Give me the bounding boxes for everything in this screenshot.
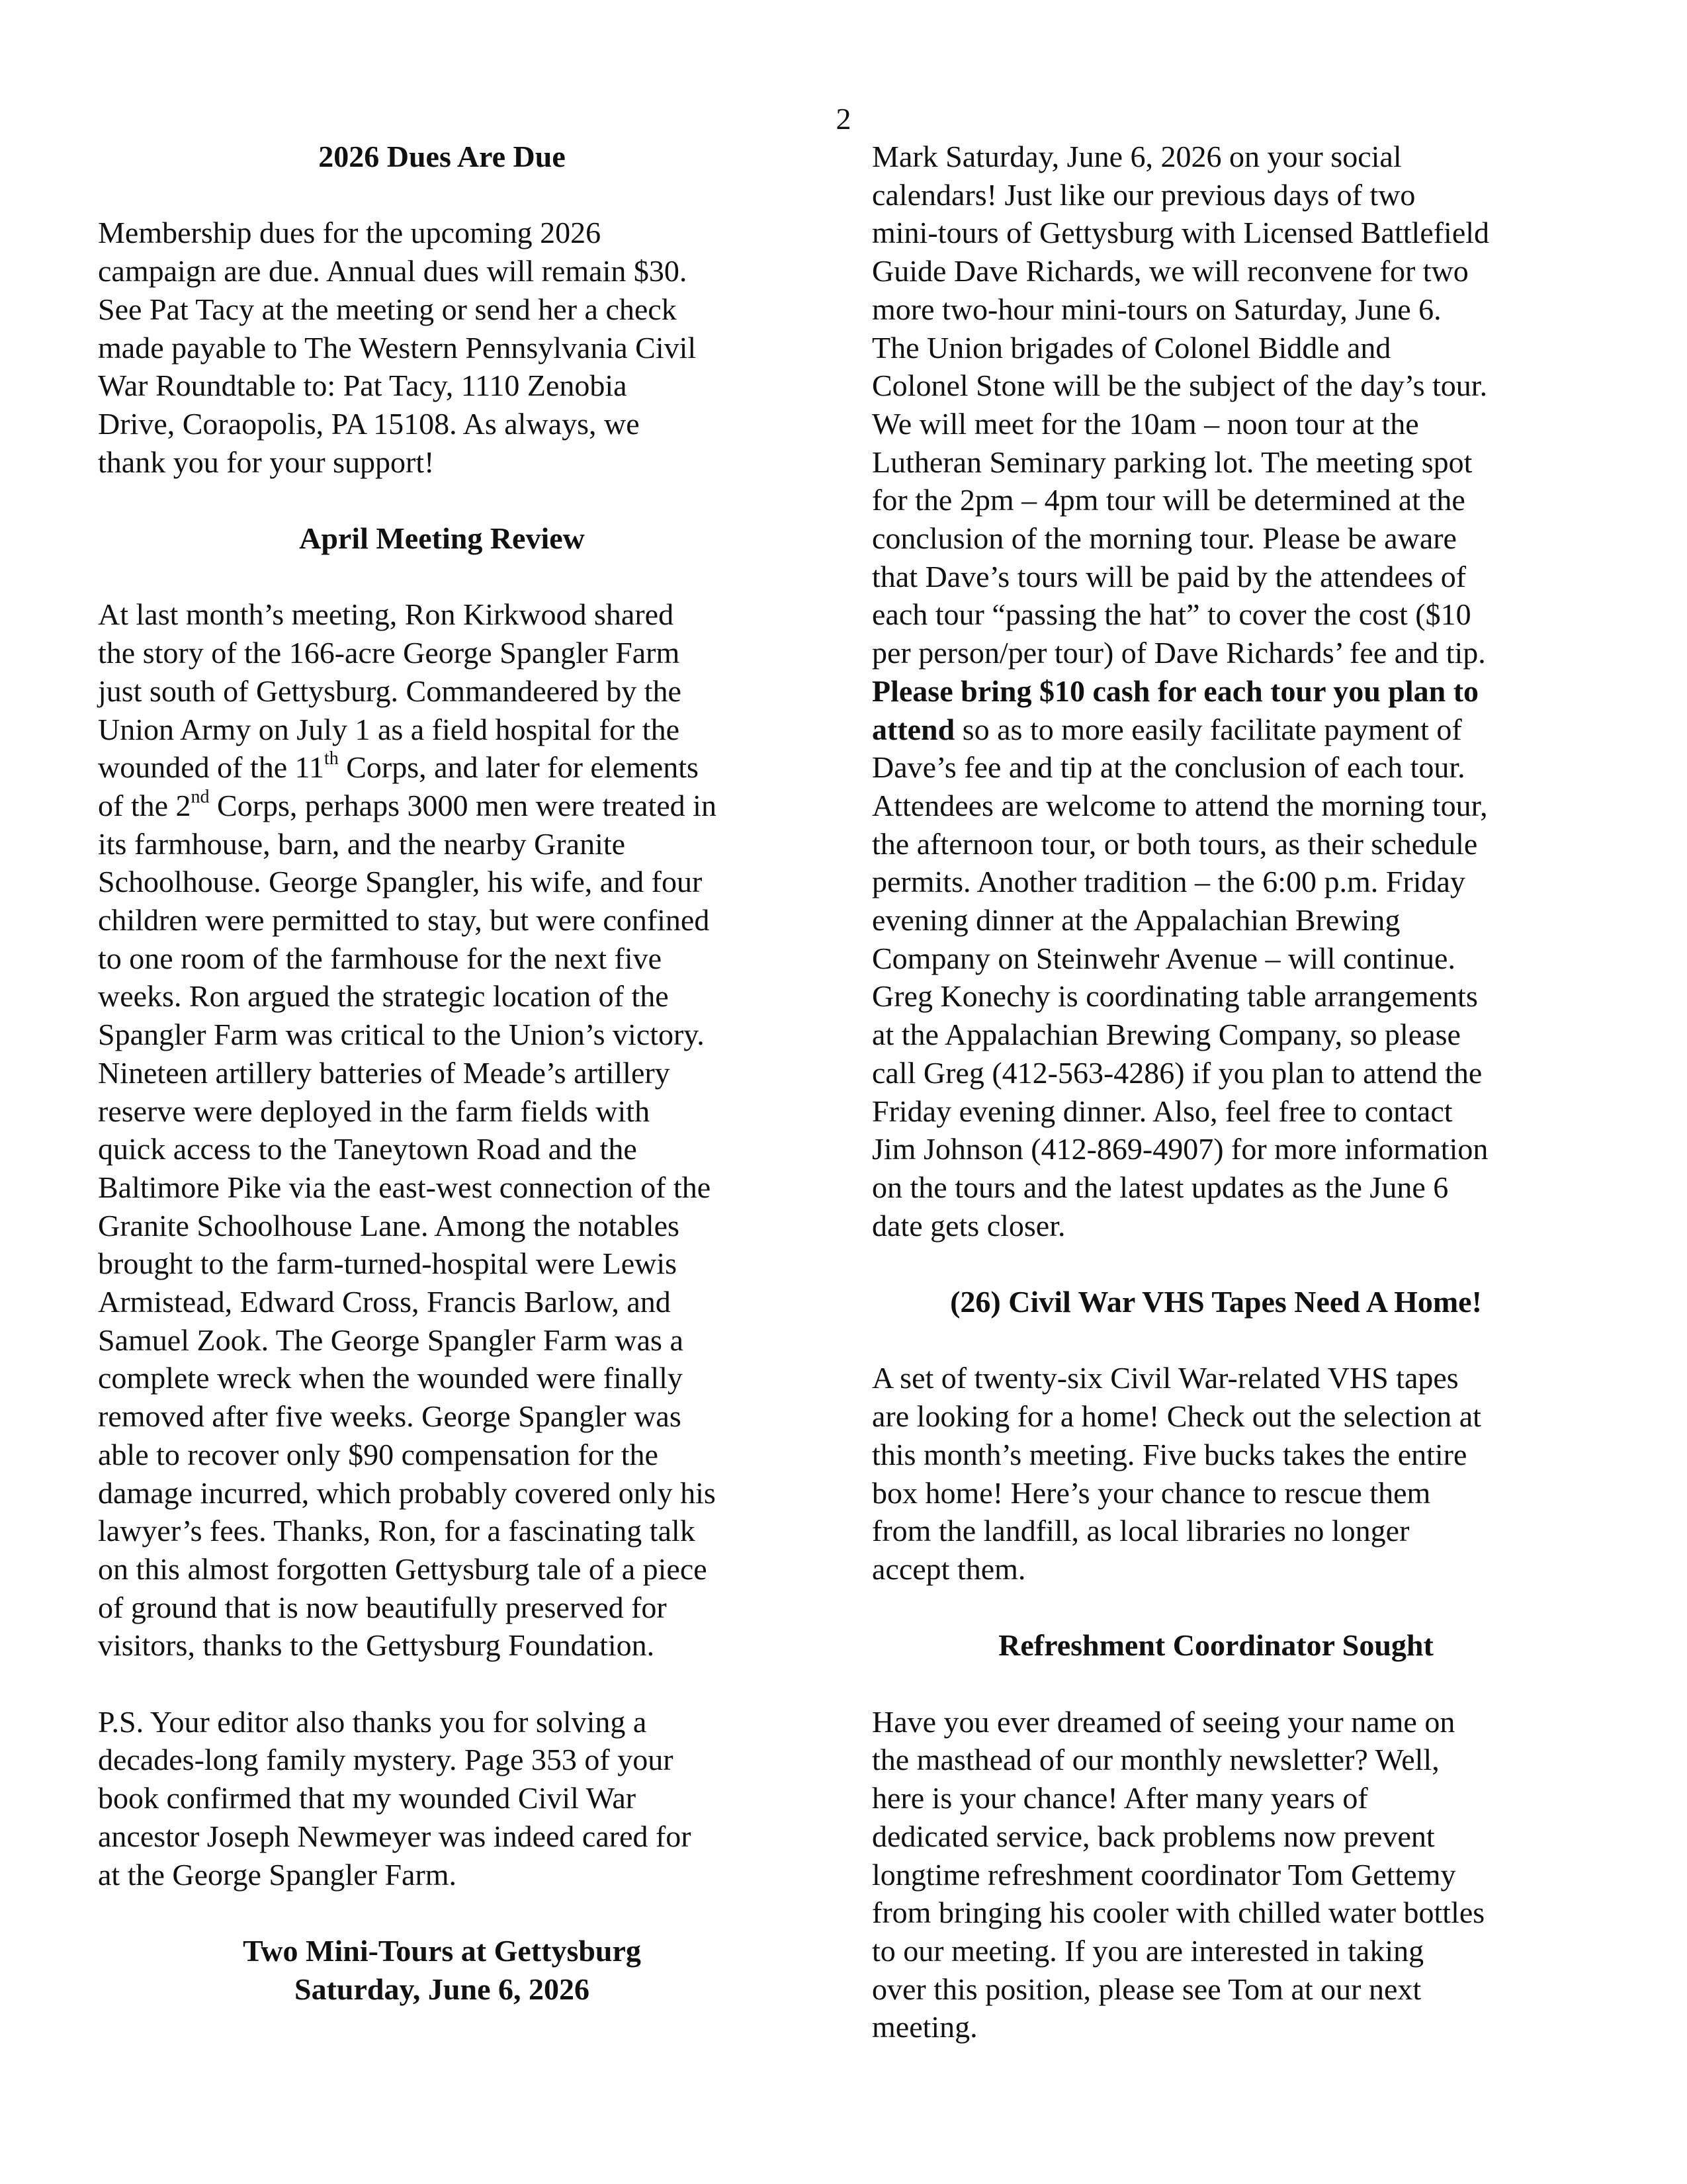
mini-tours-line: Jim Johnson (412-869-4907) for more information — [872, 1132, 1489, 1166]
mini-tours-paragraph — [872, 138, 1560, 1245]
dues-heading: 2026 Dues Are Due — [318, 140, 566, 173]
april-review-line: lawyer’s fees. Thanks, Ron, for a fascinating talk — [98, 1514, 695, 1548]
mini-tours-line — [872, 711, 1560, 749]
mini-tours-line: each tour “passing the hat” to cover the cost ($10 — [872, 597, 1471, 632]
vhs-paragraph — [872, 1359, 1560, 1588]
mini-tours-line: mini-tours of Gettysburg with Licensed Battlefield — [872, 216, 1490, 250]
right-column — [872, 138, 1560, 2085]
april-review-line: damage incurred, which probably covered only his — [98, 1475, 716, 1510]
mini-tours-line: Guide Dave Richards, we will reconvene for two — [872, 254, 1469, 288]
april-review-line: quick access to the Taneytown Road and the — [98, 1132, 637, 1166]
april-review-line: complete wreck when the wounded were finally — [98, 1361, 683, 1395]
mini-tours-line: The Union brigades of Colonel Biddle and — [872, 330, 1391, 365]
april-review-line: its farmhouse, barn, and the nearby Granite — [98, 826, 626, 861]
mini-tours-line: We will meet for the 10am – noon tour at the — [872, 406, 1419, 441]
vhs-line: from the landfill, as local libraries no longer — [872, 1514, 1410, 1548]
mini-tours-line: the afternoon tour, or both tours, as their schedule — [872, 826, 1478, 861]
refreshment-paragraph — [872, 1703, 1560, 2046]
refreshment-heading: Refreshment Coordinator Sought — [998, 1628, 1434, 1663]
april-review-line: brought to the farm-turned-hospital were Lewis — [98, 1246, 677, 1281]
mini-tours-line: calendars! Just like our previous days of two — [872, 177, 1416, 212]
april-review-line: Nineteen artillery batteries of Meade’s artillery — [98, 1055, 670, 1090]
april-review-line: able to recover only $90 compensation for the — [98, 1437, 658, 1471]
line-text: so as to more easily facilitate payment of — [955, 712, 1462, 746]
mini-tours-line: Dave’s fee and tip at the conclusion of each tour. — [872, 750, 1465, 785]
april-review-line: Union Army on July 1 as a field hospital for the — [98, 712, 679, 746]
ps-line: decades-long family mystery. Page 353 of your — [98, 1743, 673, 1777]
dues-line: thank you for your support! — [98, 445, 435, 479]
mini-tours-line: Mark Saturday, June 6, 2026 on your social — [872, 140, 1402, 173]
dues-line: See Pat Tacy at the meeting or send her a check — [98, 292, 677, 326]
dues-line: campaign are due. Annual dues will remain $30. — [98, 254, 687, 288]
dues-paragraph — [98, 214, 786, 481]
april-review-line: Spangler Farm was critical to the Union’s victory. — [98, 1018, 705, 1052]
vhs-line: this month’s meeting. Five bucks takes the entire — [872, 1437, 1467, 1471]
vhs-line: accept them. — [872, 1551, 1026, 1586]
april-review-line: the story of the 166-acre George Spangler Farm — [98, 636, 680, 670]
mini-tours-line: Friday evening dinner. Also, feel free to contact — [872, 1094, 1453, 1128]
ps-line: book confirmed that my wounded Civil War — [98, 1781, 636, 1815]
line-text: wounded of the 11 — [98, 750, 324, 785]
mini-tours-line: for the 2pm – 4pm tour will be determined at the — [872, 483, 1465, 517]
mini-tours-line: on the tours and the latest updates as the June 6 — [872, 1170, 1449, 1204]
april-review-line — [98, 748, 786, 787]
april-review-line: just south of Gettysburg. Commandeered by the — [98, 674, 681, 708]
mini-tours-line: per person/per tour) of Dave Richards’ fee and tip. — [872, 636, 1486, 670]
april-review-line: At last month’s meeting, Ron Kirkwood shared — [98, 597, 674, 632]
dues-line: War Roundtable to: Pat Tacy, 1110 Zenobia — [98, 369, 627, 403]
april-review-paragraph — [98, 595, 786, 1665]
mini-tours-heading — [98, 1932, 786, 2008]
mini-tours-line: permits. Another tradition – the 6:00 p.m. Friday — [872, 865, 1465, 899]
april-review-line: reserve were deployed in the farm fields with — [98, 1094, 650, 1128]
april-review-line: Schoolhouse. George Spangler, his wife, and four — [98, 865, 703, 899]
vhs-line: A set of twenty-six Civil War-related VHS tapes — [872, 1361, 1459, 1395]
mini-tours-heading-line2: Saturday, June 6, 2026 — [294, 1972, 590, 2006]
vhs-heading: (26) Civil War VHS Tapes Need A Home! — [950, 1285, 1482, 1319]
line-text: Corps, and later for elements — [338, 750, 699, 785]
april-review-heading: April Meeting Review — [299, 521, 585, 555]
cash-reminder-bold: Please bring $10 cash for each tour you plan to — [872, 674, 1479, 708]
april-review-line: Armistead, Edward Cross, Francis Barlow, and — [98, 1285, 671, 1319]
mini-tours-line: Lutheran Seminary parking lot. The meeting spot — [872, 445, 1473, 479]
refreshment-line: from bringing his cooler with chilled water bottles — [872, 1896, 1485, 1930]
line-text: Corps, perhaps 3000 men were treated in — [209, 788, 716, 822]
mini-tours-line: evening dinner at the Appalachian Brewing — [872, 903, 1401, 938]
april-review-line: children were permitted to stay, but were confined — [98, 903, 710, 938]
mini-tours-line: date gets closer. — [872, 1208, 1066, 1243]
refreshment-line: the masthead of our monthly newsletter? Well, — [872, 1743, 1440, 1777]
ordinal-suffix: nd — [191, 786, 210, 807]
refreshment-line: longtime refreshment coordinator Tom Gettemy — [872, 1857, 1456, 1892]
mini-tours-line: that Dave’s tours will be paid by the attendees of — [872, 559, 1467, 593]
april-review-line — [98, 787, 786, 825]
vhs-line: box home! Here’s your chance to rescue them — [872, 1475, 1431, 1510]
mini-tours-line: at the Appalachian Brewing Company, so please — [872, 1018, 1461, 1052]
left-column — [98, 138, 786, 2046]
ps-line: ancestor Joseph Newmeyer was indeed cared for — [98, 1819, 691, 1853]
mini-tours-line: Attendees are welcome to attend the morning tour, — [872, 788, 1488, 822]
april-review-line: to one room of the farmhouse for the next five — [98, 941, 662, 975]
ordinal-suffix: th — [324, 748, 339, 769]
april-review-line: weeks. Ron argued the strategic location of the — [98, 979, 669, 1014]
refreshment-line: meeting. — [872, 2010, 978, 2044]
mini-tours-line: Colonel Stone will be the subject of the day’s tour. — [872, 369, 1488, 403]
refreshment-line: Have you ever dreamed of seeing your name on — [872, 1704, 1455, 1739]
dues-line: made payable to The Western Pennsylvania Civil — [98, 330, 697, 365]
mini-tours-heading-line1: Two Mini-Tours at Gettysburg — [243, 1933, 641, 1968]
april-review-line: of ground that is now beautifully preserved for — [98, 1590, 667, 1624]
april-review-line: visitors, thanks to the Gettysburg Foundation. — [98, 1628, 655, 1663]
ps-line: P.S. Your editor also thanks you for solving a — [98, 1704, 647, 1739]
page-number: 2 — [836, 102, 851, 136]
mini-tours-line: more two-hour mini-tours on Saturday, June 6. — [872, 292, 1442, 326]
refreshment-line: over this position, please see Tom at our next — [872, 1972, 1422, 2006]
april-review-line: removed after five weeks. George Spangler was — [98, 1399, 681, 1434]
mini-tours-line: call Greg (412-563-4286) if you plan to attend the — [872, 1055, 1483, 1090]
mini-tours-line: Greg Konechy is coordinating table arrangements — [872, 979, 1478, 1014]
ps-paragraph — [98, 1703, 786, 1894]
mini-tours-line: conclusion of the morning tour. Please be aware — [872, 521, 1457, 556]
refreshment-line: dedicated service, back problems now prevent — [872, 1819, 1435, 1853]
mini-tours-line: Company on Steinwehr Avenue – will continue. — [872, 941, 1455, 975]
refreshment-line: to our meeting. If you are interested in taking — [872, 1933, 1424, 1968]
refreshment-line: here is your chance! After many years of — [872, 1781, 1368, 1815]
dues-line: Membership dues for the upcoming 2026 — [98, 216, 601, 250]
dues-line: Drive, Coraopolis, PA 15108. As always, we — [98, 406, 640, 441]
line-text: of the 2 — [98, 788, 191, 822]
april-review-line: Samuel Zook. The George Spangler Farm was a — [98, 1323, 683, 1357]
april-review-line: Granite Schoolhouse Lane. Among the notables — [98, 1208, 679, 1243]
vhs-line: are looking for a home! Check out the selection at — [872, 1399, 1481, 1434]
april-review-line: Baltimore Pike via the east-west connection of the — [98, 1170, 711, 1204]
april-review-line: on this almost forgotten Gettysburg tale of a piece — [98, 1551, 707, 1586]
attend-bold: attend — [872, 712, 955, 746]
ps-line: at the George Spangler Farm. — [98, 1857, 457, 1892]
